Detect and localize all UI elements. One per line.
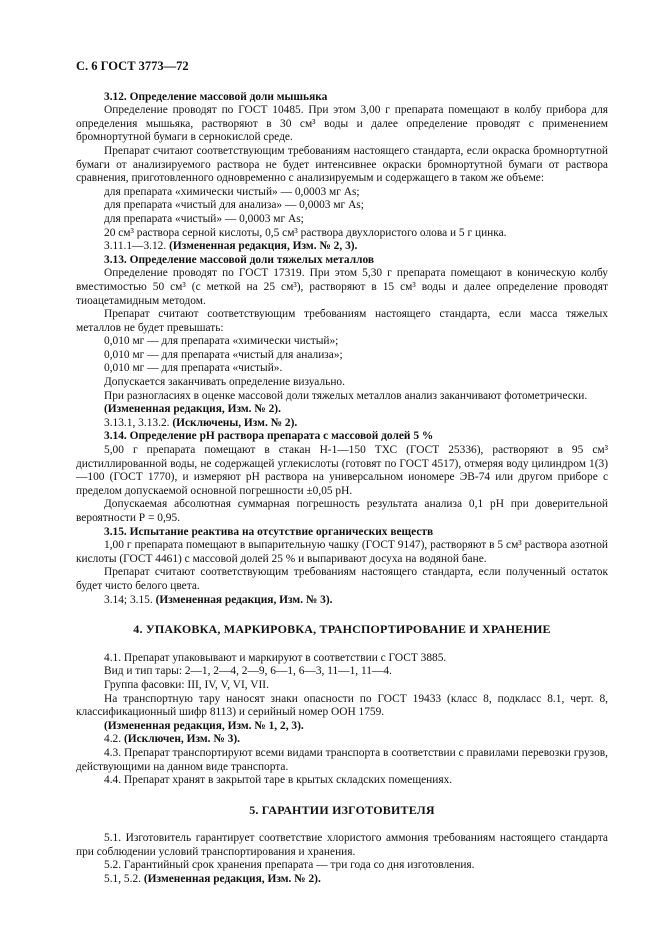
paragraph: 4.4. Препарат хранят в закрытой таре в крытых складских помещениях. (104, 774, 453, 787)
list-line: для препарата «химически чистый» — 0,0003 мг As; (104, 185, 360, 198)
clause-heading: 3.14. Определение рН раствора препарата с массовой долей 5 % (104, 430, 434, 443)
clause-heading: 3.13. Определение массовой доли тяжелых металлов (104, 253, 375, 266)
amendment-text: (Исключен, Изм. № 3). (123, 733, 240, 746)
amendment-text: (Измененная редакция, Изм. № 3). (155, 593, 333, 606)
paragraph: Препарат считают соответствующим требованиям настоящего стандарта, если окраска бромнортутной бумаги от анализируемого раствора не будет интенсивнее окраски бромнортутной бумаги от раствора сравнения, приготовленного одновременно с анализируемым и содержащего в таком же объеме: (76, 144, 608, 185)
paragraph: 4.1. Препарат упаковывают и маркируют в соответствии с ГОСТ 3885. (104, 651, 447, 664)
clause-ref: 3.11.1—3.12. (104, 240, 170, 253)
amendment-note (76, 594, 608, 608)
paragraph: При разногласиях в оценке массовой доли тяжелых металлов анализ заканчивают фотометрически. (104, 389, 588, 402)
paragraph: 1,00 г препарата помещают в выпарительную чашку (ГОСТ 9147), растворяют в 5 см³ раствора азотной кислоты (ГОСТ 4461) с массовой долей 25 % и выпаривают досуха на водяной бане. (76, 539, 608, 565)
clause-ref: 3.13.1, 3.13.2. (104, 416, 173, 429)
amendment-text: (Измененная редакция, Изм. № 2, 3). (169, 240, 358, 253)
paragraph: На транспортную тару наносят знаки опасности по ГОСТ 19433 (класс 8, подкласс 8.1, черт. 8, классификационный шифр 8113) и серийный номер ООН 1759. (76, 692, 608, 719)
section-heading: 5. ГАРАНТИИ ИЗГОТОВИТЕЛЯ (249, 802, 435, 817)
list-line: Допускается заканчивать определение визуально. (104, 376, 345, 389)
page-header: С. 6 ГОСТ 3773—72 (76, 59, 189, 73)
list-line: 0,010 мг — для препарата «химически чистый»; (104, 335, 339, 348)
paragraph: Допускаемая абсолютная суммарная погрешность результата анализа 0,1 рН при доверительной вероятности Р = 0,95. (76, 498, 608, 524)
paragraph: Препарат считают соответствующим требованиям настоящего стандарта, если масса тяжелых металлов не будет превышать: (76, 308, 608, 334)
amendment-note (76, 240, 608, 254)
clause-ref: 3.14; 3.15. (104, 593, 156, 606)
clause-ref: 4.2. (104, 733, 124, 746)
clause-heading: 3.15. Испытание реактива на отсутствие органических веществ (104, 525, 434, 538)
list-line: 0,010 мг — для препарата «чистый для анализа»; (104, 348, 343, 361)
document-body (76, 91, 608, 887)
paragraph: Определение проводят по ГОСТ 17319. При этом 5,30 г препарата помещают в коническую колбу вместимостью 50 см³ (с меткой на 25 см³), растворяют в 15 см³ воды и далее определение проводят тиоацетамидным методом. (76, 267, 608, 307)
amendment-text: (Исключены, Изм. № 2). (172, 416, 298, 429)
amendment-note (76, 417, 608, 431)
list-line: Группа фасовки: III, IV, V, VI, VII. (104, 678, 269, 691)
list-line: Вид и тип тары: 2—1, 2—4, 2—9, 6—1, 6—3, 11—1, 11—4. (104, 665, 392, 678)
amendment-note (76, 873, 608, 887)
paragraph: Определение проводят по ГОСТ 10485. При этом 3,00 г препарата помещают в колбу прибора для определения мышьяка, растворяют в 30 см³ воды и далее определение проводят с применением бромнортутной бумаги в сернокислой среде. (76, 104, 608, 144)
paragraph: 4.3. Препарат транспортируют всеми видами транспорта в соответствии с правилами перевозки грузов, действующими на данном виде транспорта. (76, 746, 608, 773)
clause-heading: (Измененная редакция, Изм. № 2). (104, 403, 281, 416)
clause-heading: 3.12. Определение массовой доли мышьяка (104, 90, 328, 103)
amendment-note (76, 733, 608, 747)
clause-heading: (Измененная редакция, Изм. № 1, 2, 3). (104, 719, 304, 732)
list-line: для препарата «чистый» — 0,0003 мг As; (104, 212, 304, 225)
list-line: 0,010 мг — для препарата «чистый». (104, 362, 283, 375)
clause-ref: 5.1, 5.2. (104, 873, 144, 886)
list-line: 20 см³ раствора серной кислоты, 0,5 см³ раствора двухлористого олова и 5 г цинка. (104, 226, 507, 239)
list-line: для препарата «чистый для анализа» — 0,0003 мг As; (104, 199, 364, 212)
section-heading: 4. УПАКОВКА, МАРКИРОВКА, ТРАНСПОРТИРОВАНИЕ И ХРАНЕНИЕ (133, 622, 551, 637)
document-page (76, 60, 608, 887)
amendment-text: (Измененная редакция, Изм. № 2). (143, 873, 321, 886)
paragraph: 5.1. Изготовитель гарантирует соответствие хлористого аммония требованиям настоящего стандарта при соблюдении условий транспортирования и хранения. (76, 832, 608, 858)
paragraph: Препарат считают соответствующим требованиям настоящего стандарта, если полученный остаток будет чисто белого цвета. (76, 566, 608, 592)
paragraph: 5,00 г препарата помещают в стакан Н-1—150 ТХС (ГОСТ 25336), растворяют в 95 см³ дистиллированной воды, не содержащей углекислоты (готовят по ГОСТ 4517), отмеряя воду цилиндром 1(3)—100 (ГОСТ 1770), и измеряют рН раствора на универсальном иономере ЭВ-74 или другом приборе с пределом допускаемой основной погрешности ±0,05 рН. (76, 444, 608, 497)
paragraph: 5.2. Гарантийный срок хранения препарата — три года со дня изготовления. (104, 859, 475, 872)
